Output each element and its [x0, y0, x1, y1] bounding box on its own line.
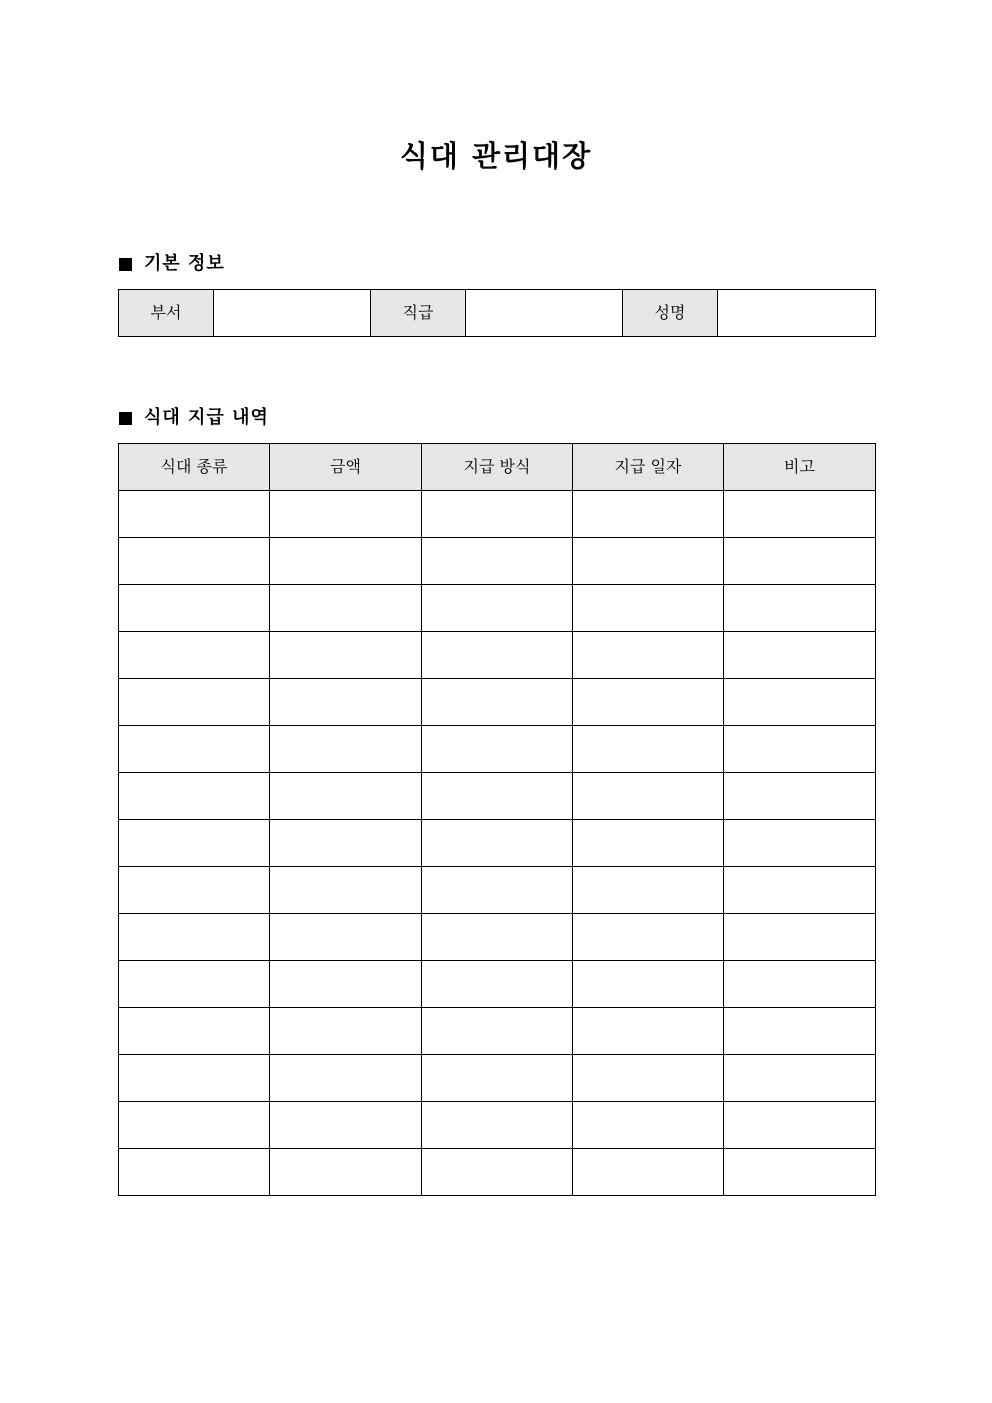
basic-info-heading — [118, 251, 225, 277]
meal-type-cell[interactable] — [119, 726, 270, 773]
table-row — [119, 679, 876, 726]
table-row — [119, 585, 876, 632]
amount-cell[interactable] — [270, 1008, 422, 1055]
table-row — [119, 1008, 876, 1055]
payment-date-cell[interactable] — [573, 679, 724, 726]
payment-method-cell[interactable] — [422, 1055, 573, 1102]
remarks-cell[interactable] — [724, 726, 876, 773]
remarks-cell[interactable] — [724, 820, 876, 867]
meal-type-cell[interactable] — [119, 773, 270, 820]
remarks-cell[interactable] — [724, 632, 876, 679]
table-row — [119, 726, 876, 773]
payment-date-cell[interactable] — [573, 773, 724, 820]
payment-method-cell[interactable] — [422, 538, 573, 585]
position-label: 직급 — [371, 290, 466, 337]
meal-payments-table — [118, 443, 876, 1196]
payment-date-cell[interactable] — [573, 1008, 724, 1055]
remarks-cell[interactable] — [724, 1102, 876, 1149]
payment-method-cell[interactable] — [422, 914, 573, 961]
remarks-cell[interactable] — [724, 1149, 876, 1196]
remarks-cell[interactable] — [724, 867, 876, 914]
remarks-cell[interactable] — [724, 1055, 876, 1102]
payment-method-cell[interactable] — [422, 726, 573, 773]
payment-date-cell[interactable] — [573, 632, 724, 679]
table-row — [119, 1149, 876, 1196]
payment-method-cell[interactable] — [422, 820, 573, 867]
payment-method-cell[interactable] — [422, 585, 573, 632]
table-row — [119, 491, 876, 538]
basic-info-row — [119, 290, 876, 337]
meal-type-cell[interactable] — [119, 1149, 270, 1196]
meal-type-cell[interactable] — [119, 679, 270, 726]
table-row — [119, 914, 876, 961]
name-label: 성명 — [623, 290, 718, 337]
payment-method-cell[interactable] — [422, 679, 573, 726]
payment-date-cell[interactable] — [573, 538, 724, 585]
remarks-cell[interactable] — [724, 585, 876, 632]
payment-method-cell[interactable] — [422, 1008, 573, 1055]
payment-date-cell[interactable] — [573, 820, 724, 867]
payment-method-cell[interactable] — [422, 632, 573, 679]
amount-cell[interactable] — [270, 820, 422, 867]
payment-method-cell[interactable] — [422, 773, 573, 820]
payment-date-cell[interactable] — [573, 491, 724, 538]
table-row — [119, 773, 876, 820]
remarks-cell[interactable] — [724, 538, 876, 585]
meal-type-cell[interactable] — [119, 1055, 270, 1102]
table-row — [119, 538, 876, 585]
page-title: 식대 관리대장 — [399, 139, 593, 173]
meal-type-cell[interactable] — [119, 914, 270, 961]
payment-date-cell[interactable] — [573, 867, 724, 914]
table-row — [119, 867, 876, 914]
column-header-remarks: 비고 — [724, 444, 876, 491]
payment-method-cell[interactable] — [422, 867, 573, 914]
amount-cell[interactable] — [270, 585, 422, 632]
amount-cell[interactable] — [270, 632, 422, 679]
amount-cell[interactable] — [270, 1102, 422, 1149]
remarks-cell[interactable] — [724, 961, 876, 1008]
amount-cell[interactable] — [270, 867, 422, 914]
table-row — [119, 820, 876, 867]
table-row — [119, 1055, 876, 1102]
table-header-row — [119, 444, 876, 491]
amount-cell[interactable] — [270, 914, 422, 961]
remarks-cell[interactable] — [724, 679, 876, 726]
amount-cell[interactable] — [270, 1149, 422, 1196]
meal-type-cell[interactable] — [119, 1102, 270, 1149]
amount-cell[interactable] — [270, 1055, 422, 1102]
table-row — [119, 1102, 876, 1149]
meal-payments-heading — [118, 405, 269, 431]
department-field[interactable] — [214, 290, 371, 337]
payment-date-cell[interactable] — [573, 1055, 724, 1102]
payment-date-cell[interactable] — [573, 726, 724, 773]
payment-date-cell[interactable] — [573, 585, 724, 632]
department-label: 부서 — [119, 290, 214, 337]
meal-type-cell[interactable] — [119, 820, 270, 867]
basic-info-table — [118, 289, 876, 337]
meal-type-cell[interactable] — [119, 632, 270, 679]
meal-type-cell[interactable] — [119, 585, 270, 632]
meal-type-cell[interactable] — [119, 1008, 270, 1055]
payment-date-cell[interactable] — [573, 961, 724, 1008]
payment-method-cell[interactable] — [422, 491, 573, 538]
name-field[interactable] — [718, 290, 876, 337]
meal-type-cell[interactable] — [119, 867, 270, 914]
amount-cell[interactable] — [270, 961, 422, 1008]
remarks-cell[interactable] — [724, 914, 876, 961]
payment-date-cell[interactable] — [573, 1102, 724, 1149]
amount-cell[interactable] — [270, 679, 422, 726]
payment-method-cell[interactable] — [422, 961, 573, 1008]
column-header-amount: 금액 — [270, 444, 422, 491]
position-field[interactable] — [466, 290, 623, 337]
payment-date-cell[interactable] — [573, 1149, 724, 1196]
meal-type-cell[interactable] — [119, 961, 270, 1008]
column-header-meal-type: 식대 종류 — [119, 444, 270, 491]
payment-method-cell[interactable] — [422, 1149, 573, 1196]
payment-date-cell[interactable] — [573, 914, 724, 961]
amount-cell[interactable] — [270, 538, 422, 585]
column-header-payment-date: 지급 일자 — [573, 444, 724, 491]
basic-info-heading-label: 기본 정보 — [144, 253, 225, 274]
table-row — [119, 632, 876, 679]
remarks-cell[interactable] — [724, 491, 876, 538]
table-row — [119, 961, 876, 1008]
amount-cell[interactable] — [270, 491, 422, 538]
column-header-payment-method: 지급 방식 — [422, 444, 573, 491]
meal-type-cell[interactable] — [119, 538, 270, 585]
remarks-cell[interactable] — [724, 1008, 876, 1055]
square-bullet-icon — [119, 258, 132, 271]
remarks-cell[interactable] — [724, 773, 876, 820]
payment-method-cell[interactable] — [422, 1102, 573, 1149]
square-bullet-icon — [119, 412, 132, 425]
amount-cell[interactable] — [270, 773, 422, 820]
meal-type-cell[interactable] — [119, 491, 270, 538]
amount-cell[interactable] — [270, 726, 422, 773]
meal-payments-heading-label: 식대 지급 내역 — [144, 407, 269, 428]
